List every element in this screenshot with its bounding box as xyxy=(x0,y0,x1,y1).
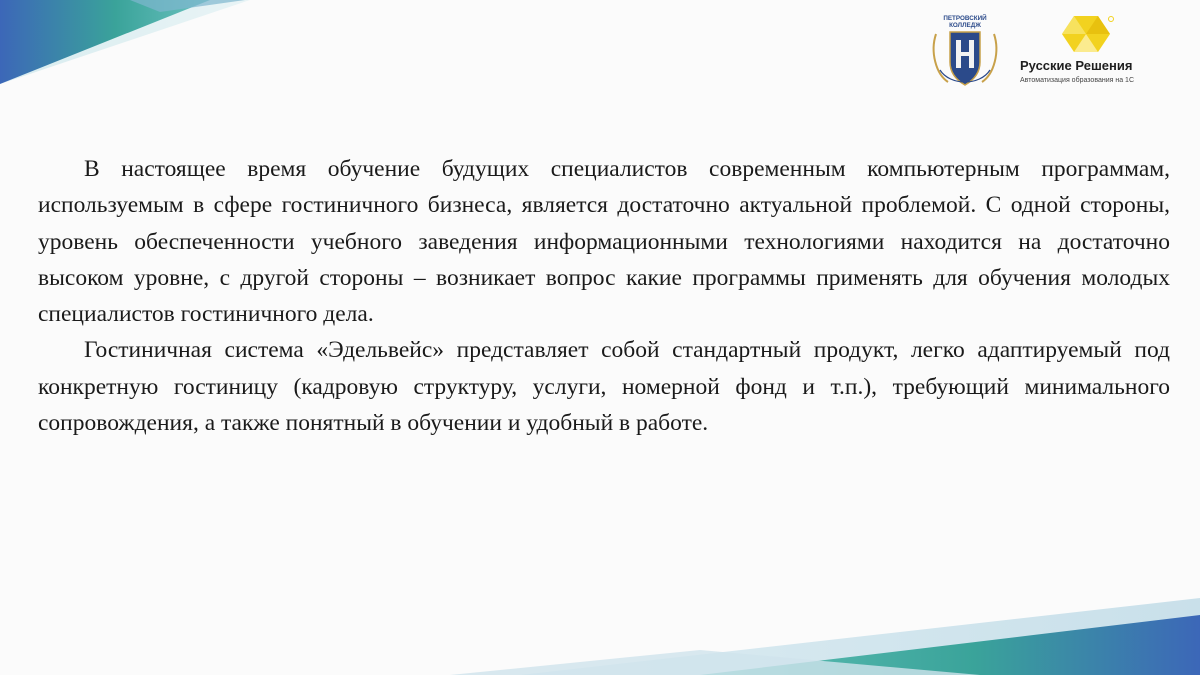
bottom-light-band xyxy=(520,598,1200,675)
header-logos xyxy=(928,12,1168,92)
bottom-thin-stripe xyxy=(450,650,980,675)
top-accent-wedge xyxy=(0,0,210,84)
partner-logo-tagline: Автоматизация образования на 1С xyxy=(1020,77,1135,84)
college-name-line-1: ПЕТРОВСКИЙ xyxy=(943,15,987,22)
paragraph-1: В настоящее время обучение будущих специалистов современным компьютерным программам, используемым в сфере гостиничного бизнеса, является достаточно актуальной проблемой. С одной стороны, уровень обеспеченности учебного заведения информационными технологиями находится на достаточно высоком уровне, с другой стороны – возникает вопрос какие программы применять для обучения молодых специалистов гостиничного дела. xyxy=(38,156,1170,328)
yellow-hexagon-logo-icon xyxy=(1058,14,1114,54)
bottom-accent-wedge xyxy=(700,615,1200,675)
slide-body-text xyxy=(38,151,1170,441)
college-crest-icon xyxy=(928,12,1002,92)
college-name-line-2: КОЛЛЕДЖ xyxy=(949,22,981,29)
partner-logo-name: Русские Решения xyxy=(1020,58,1133,73)
russkie-resheniya-logo xyxy=(1020,14,1168,92)
paragraph-2: Гостиничная система «Эдельвейс» представляет собой стандартный продукт, легко адаптируемый под конкретную гостиницу (кадровую структуру, услуги, номерной фонд и т.п.), требующий минимального сопровождения, а также понятный в обучении и удобный в работе. xyxy=(38,337,1170,437)
top-light-band xyxy=(0,0,250,84)
top-thin-stripe xyxy=(130,0,245,12)
